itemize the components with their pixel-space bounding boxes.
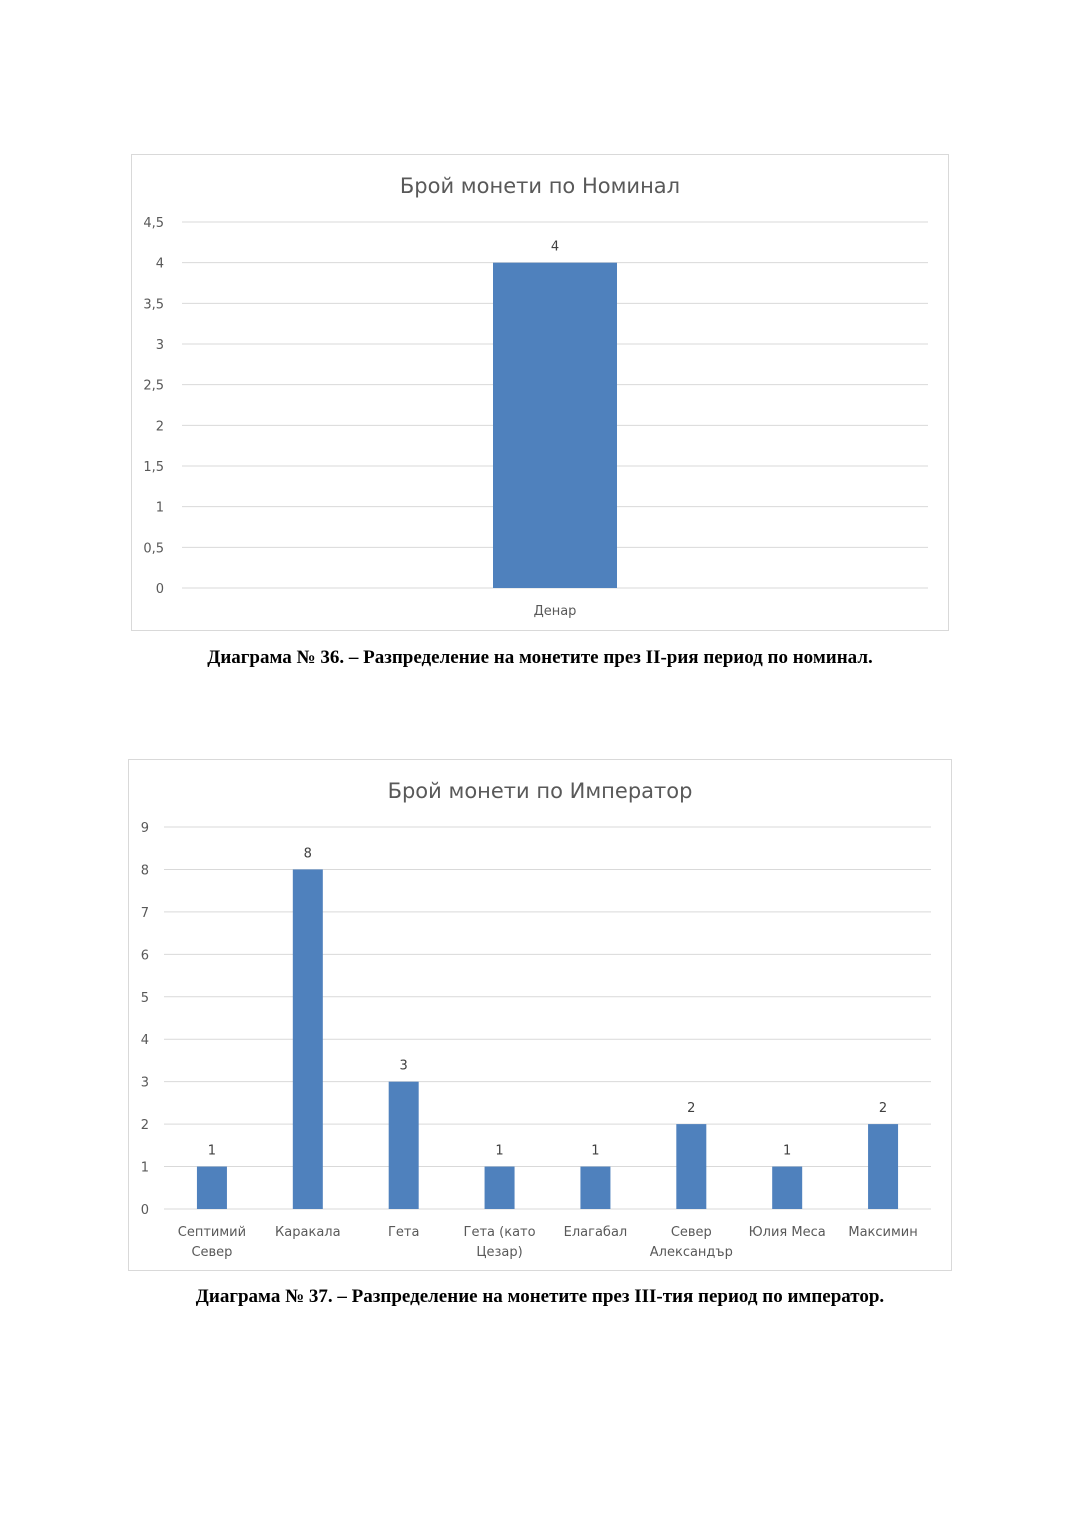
bar <box>389 1082 419 1209</box>
y-tick-label: 1,5 <box>143 460 164 475</box>
data-label: 8 <box>303 846 312 862</box>
y-tick-label: 1 <box>155 500 164 516</box>
category-label: Юлия Меса <box>748 1225 826 1240</box>
data-label: 1 <box>495 1143 504 1159</box>
category-label: Денар <box>533 604 577 619</box>
y-tick-label: 2,5 <box>143 378 164 394</box>
bar <box>580 1167 610 1209</box>
y-tick-label: 0 <box>155 582 164 597</box>
y-tick-label: 3 <box>140 1075 149 1091</box>
y-tick-label: 7 <box>140 905 149 921</box>
bar <box>493 263 617 588</box>
bar <box>197 1167 227 1209</box>
category-label: Максимин <box>848 1225 918 1240</box>
bar <box>772 1167 802 1209</box>
category-label: Септимий <box>177 1225 247 1240</box>
bar <box>293 869 323 1209</box>
category-label: Александър <box>649 1245 733 1260</box>
bar <box>485 1167 515 1209</box>
y-tick-label: 6 <box>140 948 149 964</box>
chart-title: Брой монети по Император <box>387 779 693 803</box>
chart-nominal-svg <box>132 155 948 630</box>
y-tick-label: 2 <box>155 419 164 435</box>
y-tick-label: 1 <box>140 1160 149 1176</box>
y-tick-label: 0 <box>140 1203 149 1218</box>
data-label: 2 <box>687 1101 696 1117</box>
chart-emperor-svg <box>129 760 951 1270</box>
category-label: Север <box>191 1245 233 1260</box>
data-label: 3 <box>399 1058 408 1074</box>
bar <box>676 1124 706 1209</box>
y-tick-label: 4,5 <box>143 216 164 231</box>
y-tick-label: 0,5 <box>143 541 164 557</box>
y-tick-label: 3 <box>155 338 164 353</box>
y-tick-label: 4 <box>140 1033 149 1049</box>
data-label: 1 <box>591 1143 600 1159</box>
category-label: Север <box>670 1225 712 1240</box>
chart-title: Брой монети по Номинал <box>399 174 681 198</box>
y-tick-label: 2 <box>140 1118 149 1134</box>
data-label: 1 <box>207 1143 217 1159</box>
y-tick-label: 5 <box>140 990 149 1006</box>
data-label: 4 <box>550 239 560 255</box>
category-label: Гета <box>387 1225 420 1240</box>
y-tick-label: 3,5 <box>143 297 164 313</box>
category-label: Цезар) <box>476 1245 523 1260</box>
y-tick-label: 8 <box>140 863 149 879</box>
category-label: Гета (като <box>463 1225 536 1240</box>
bar <box>868 1124 898 1209</box>
data-label: 2 <box>878 1101 888 1117</box>
y-tick-label: 4 <box>155 256 164 272</box>
chart-emperor <box>128 759 952 1271</box>
category-label: Елагабал <box>563 1225 628 1240</box>
category-label: Каракала <box>275 1225 341 1240</box>
y-tick-label: 9 <box>140 821 149 836</box>
data-label: 1 <box>783 1143 792 1159</box>
chart-nominal-caption: Диаграма № 36. – Разпределение на монетите през II-рия период по номинал. <box>207 647 873 668</box>
chart-nominal <box>131 154 949 631</box>
chart-emperor-caption: Диаграма № 37. – Разпределение на монетите през III-тия период по император. <box>195 1286 885 1307</box>
